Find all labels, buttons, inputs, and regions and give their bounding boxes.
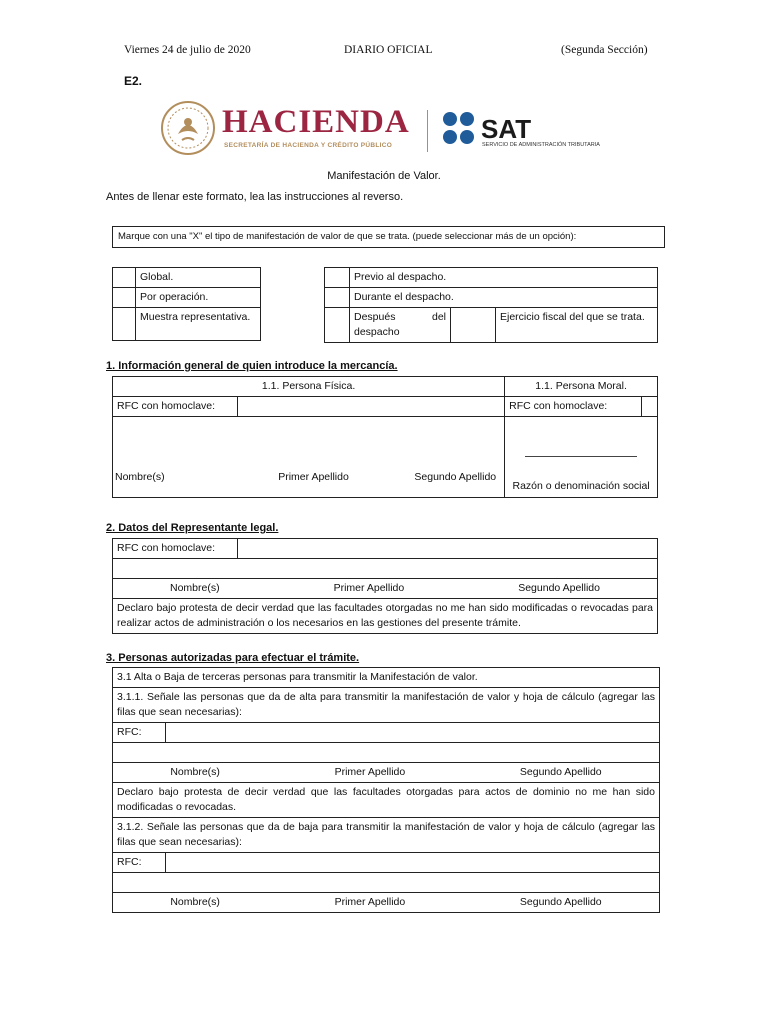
instructions-text: Antes de llenar este formato, lea las instrucciones al reverso. <box>106 191 404 203</box>
rep-name-labels <box>113 579 658 599</box>
baja-label-primer: Primer Apellido <box>334 896 406 908</box>
sat-subtitle: SERVICIO DE ADMINISTRACIÓN TRIBUTARIA <box>482 142 600 148</box>
section1-title: 1. Información general de quien introduce la mercancía. <box>106 360 398 372</box>
label-nombres: Nombre(s) <box>115 471 165 483</box>
option-global: Global. <box>136 268 261 288</box>
option-previo: Previo al despacho. <box>350 268 658 288</box>
label-segundo-apellido: Segundo Apellido <box>414 471 497 483</box>
baja-name-input[interactable] <box>113 873 660 893</box>
logo-divider <box>427 110 428 152</box>
baja-label-segundo: Segundo Apellido <box>519 896 602 908</box>
section3-table <box>112 667 660 913</box>
rep-name-input[interactable] <box>113 559 658 579</box>
hacienda-subtitle: SECRETARÍA DE HACIENDA Y CRÉDITO PÚBLICO <box>224 142 393 149</box>
section3-title: 3. Personas autorizadas para efectuar el trámite. <box>106 652 360 664</box>
rep-label-primer: Primer Apellido <box>333 582 405 594</box>
option-despues: Después del despacho <box>350 308 451 343</box>
alta-name-labels <box>113 763 660 783</box>
options-right-table <box>324 267 658 343</box>
rep-rfc-input[interactable] <box>238 539 658 559</box>
checkbox-ejercicio[interactable] <box>451 308 496 343</box>
rep-label-segundo: Segundo Apellido <box>518 582 600 594</box>
option-durante: Durante el despacho. <box>350 288 658 308</box>
alta-rfc-input[interactable] <box>166 723 660 743</box>
rfc-moral-input[interactable] <box>642 397 658 417</box>
rep-label-nombres: Nombre(s) <box>170 582 220 594</box>
alta-label-segundo: Segundo Apellido <box>519 766 602 778</box>
checkbox-muestra[interactable] <box>113 308 136 341</box>
persona-fisica-header: 1.1. Persona Física. <box>113 377 505 397</box>
hacienda-title: HACIENDA <box>222 104 410 140</box>
options-left-table <box>112 267 261 341</box>
baja-instruction: 3.1.2. Señale las personas que da de baja para transmitir la manifestación de valor y hoja de cálculo (agregar las filas que sean necesarias): <box>113 818 660 853</box>
alta-rfc-label: RFC: <box>113 723 166 743</box>
baja-rfc-label: RFC: <box>113 853 166 873</box>
nombre-fisica-field[interactable] <box>113 417 505 498</box>
mexico-seal-icon <box>160 100 216 156</box>
checkbox-durante[interactable] <box>325 288 350 308</box>
header-section: (Segunda Sección) <box>561 44 648 56</box>
checkbox-previo[interactable] <box>325 268 350 288</box>
razon-social-label: Razón o denominación social <box>512 480 650 492</box>
alta-label-nombres: Nombre(s) <box>170 766 220 778</box>
header-publication: DIARIO OFICIAL <box>344 44 433 56</box>
checkbox-por-operacion[interactable] <box>113 288 136 308</box>
section2-title: 2. Datos del Representante legal. <box>106 522 279 534</box>
baja-rfc-input[interactable] <box>166 853 660 873</box>
alta-name-input[interactable] <box>113 743 660 763</box>
sat-title: SAT <box>481 114 532 144</box>
alta-instruction: 3.1.1. Señale las personas que da de alta para transmitir la manifestación de valor y hoja de cálculo (agregar las filas que sean necesarias): <box>113 688 660 723</box>
razon-social-line <box>525 456 637 457</box>
baja-label-nombres: Nombre(s) <box>170 896 220 908</box>
form-code: E2. <box>124 74 143 88</box>
checkbox-despues[interactable] <box>325 308 350 343</box>
option-muestra: Muestra representativa. <box>136 308 261 341</box>
rep-rfc-label: RFC con homoclave: <box>113 539 238 559</box>
section2-table <box>112 538 658 634</box>
baja-name-labels <box>113 893 660 913</box>
alta-baja-row: 3.1 Alta o Baja de terceras personas para transmitir la Manifestación de valor. <box>113 668 660 688</box>
checkbox-global[interactable] <box>113 268 136 288</box>
persona-moral-header: 1.1. Persona Moral. <box>505 377 658 397</box>
razon-social-field[interactable] <box>505 417 658 498</box>
label-primer-apellido: Primer Apellido <box>278 471 349 483</box>
header-date: Viernes 24 de julio de 2020 <box>124 44 251 56</box>
mark-instruction-box: Marque con una "X" el tipo de manifestación de valor de que se trata. (puede seleccionar más de un opción): <box>112 226 665 248</box>
option-por-operacion: Por operación. <box>136 288 261 308</box>
rfc-fisica-label: RFC con homoclave: <box>113 397 238 417</box>
option-ejercicio: Ejercicio fiscal del que se trata. <box>496 308 658 343</box>
section1-table <box>112 376 658 498</box>
alta-declaration: Declaro bajo protesta de decir verdad que las facultades otorgadas para actos de dominio no me han sido modificadas o revocadas. <box>113 783 660 818</box>
rep-declaration: Declaro bajo protesta de decir verdad que las facultades otorgadas no me han sido modificadas o revocadas para realizar actos de administración o los necesarios en las gestiones del presente trámite. <box>113 599 658 634</box>
sat-logo-icon <box>442 111 480 149</box>
alta-label-primer: Primer Apellido <box>334 766 406 778</box>
rfc-fisica-input[interactable] <box>238 397 505 417</box>
form-title: Manifestación de Valor. <box>327 170 441 182</box>
rfc-moral-label: RFC con homoclave: <box>505 397 642 417</box>
